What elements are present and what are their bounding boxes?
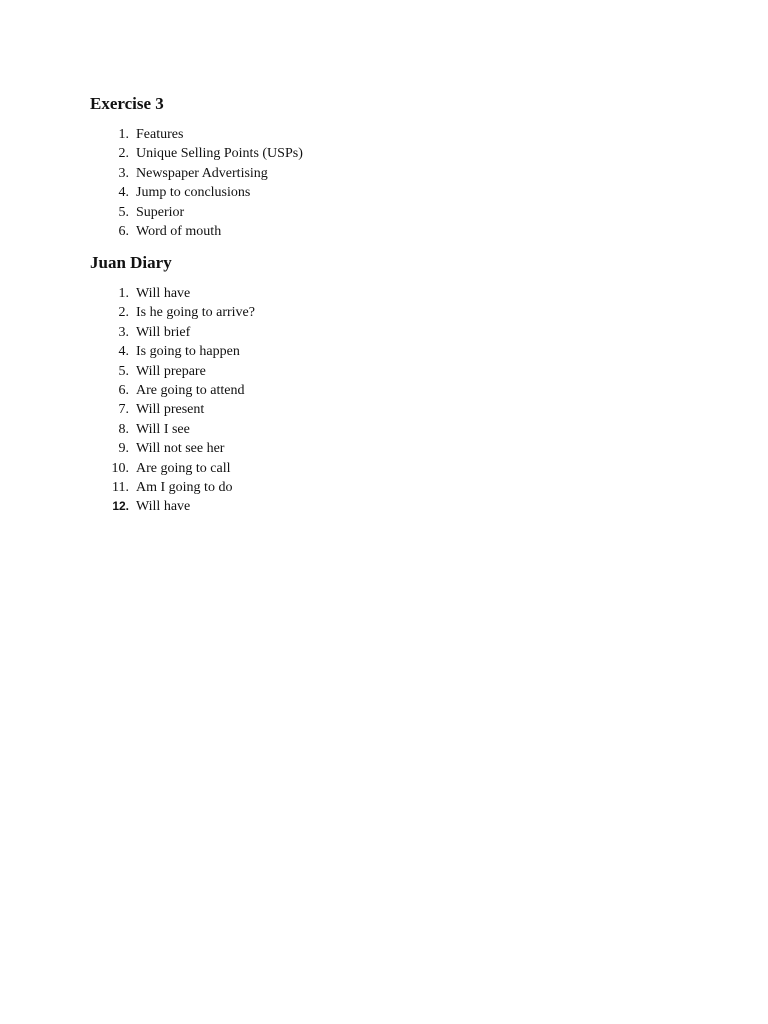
list-item-text: Will present (136, 402, 205, 418)
list-item-number: 1. (118, 286, 129, 301)
list-item-number: 6. (118, 382, 129, 398)
list-item-number: 2. (118, 305, 129, 321)
list-item-text: Superior (136, 204, 185, 220)
list-item-text: Features (136, 127, 184, 142)
list-item-text: Is going to happen (136, 344, 240, 360)
list-item-number: 7. (118, 402, 129, 418)
list-item-text: Unique Selling Points (USPs) (136, 146, 303, 162)
list-item-number: 4. (118, 185, 129, 201)
list-item-text: Are going to call (136, 460, 231, 476)
list-item-text: Word of mouth (136, 223, 222, 239)
list-item-number: 2. (118, 146, 129, 162)
list-item-text: Is he going to arrive? (136, 305, 255, 321)
list-item-text: Will I see (136, 421, 190, 437)
list-item-number: 9. (118, 441, 129, 457)
list-item-text: Newspaper Advertising (136, 165, 268, 181)
list-item-text: Will brief (136, 324, 191, 340)
list-item-number: 1. (118, 127, 129, 142)
list-item-number: 10. (111, 460, 129, 476)
list-item-text: Will have (136, 499, 191, 515)
juan-diary-heading: Juan Diary (90, 253, 172, 272)
list-item-text: Are going to attend (136, 382, 245, 398)
list-item-text: Jump to conclusions (136, 185, 251, 201)
list-item-number: 4. (118, 344, 129, 360)
list-item-text: Will not see her (136, 441, 225, 457)
list-item-text: Will have (136, 286, 191, 301)
list-item-text: Will prepare (136, 363, 206, 379)
list-item-number: 11. (112, 479, 129, 495)
list-item-number: 12. (112, 499, 129, 514)
list-item-number: 6. (118, 223, 129, 239)
list-item-number: 5. (118, 204, 129, 220)
list-item-number: 8. (118, 421, 129, 437)
list-item-number: 3. (118, 324, 129, 340)
list-item-number: 5. (118, 363, 129, 379)
list-item-text: Am I going to do (136, 479, 233, 495)
exercise-3-heading: Exercise 3 (90, 94, 164, 113)
list-item-number: 3. (118, 165, 129, 181)
